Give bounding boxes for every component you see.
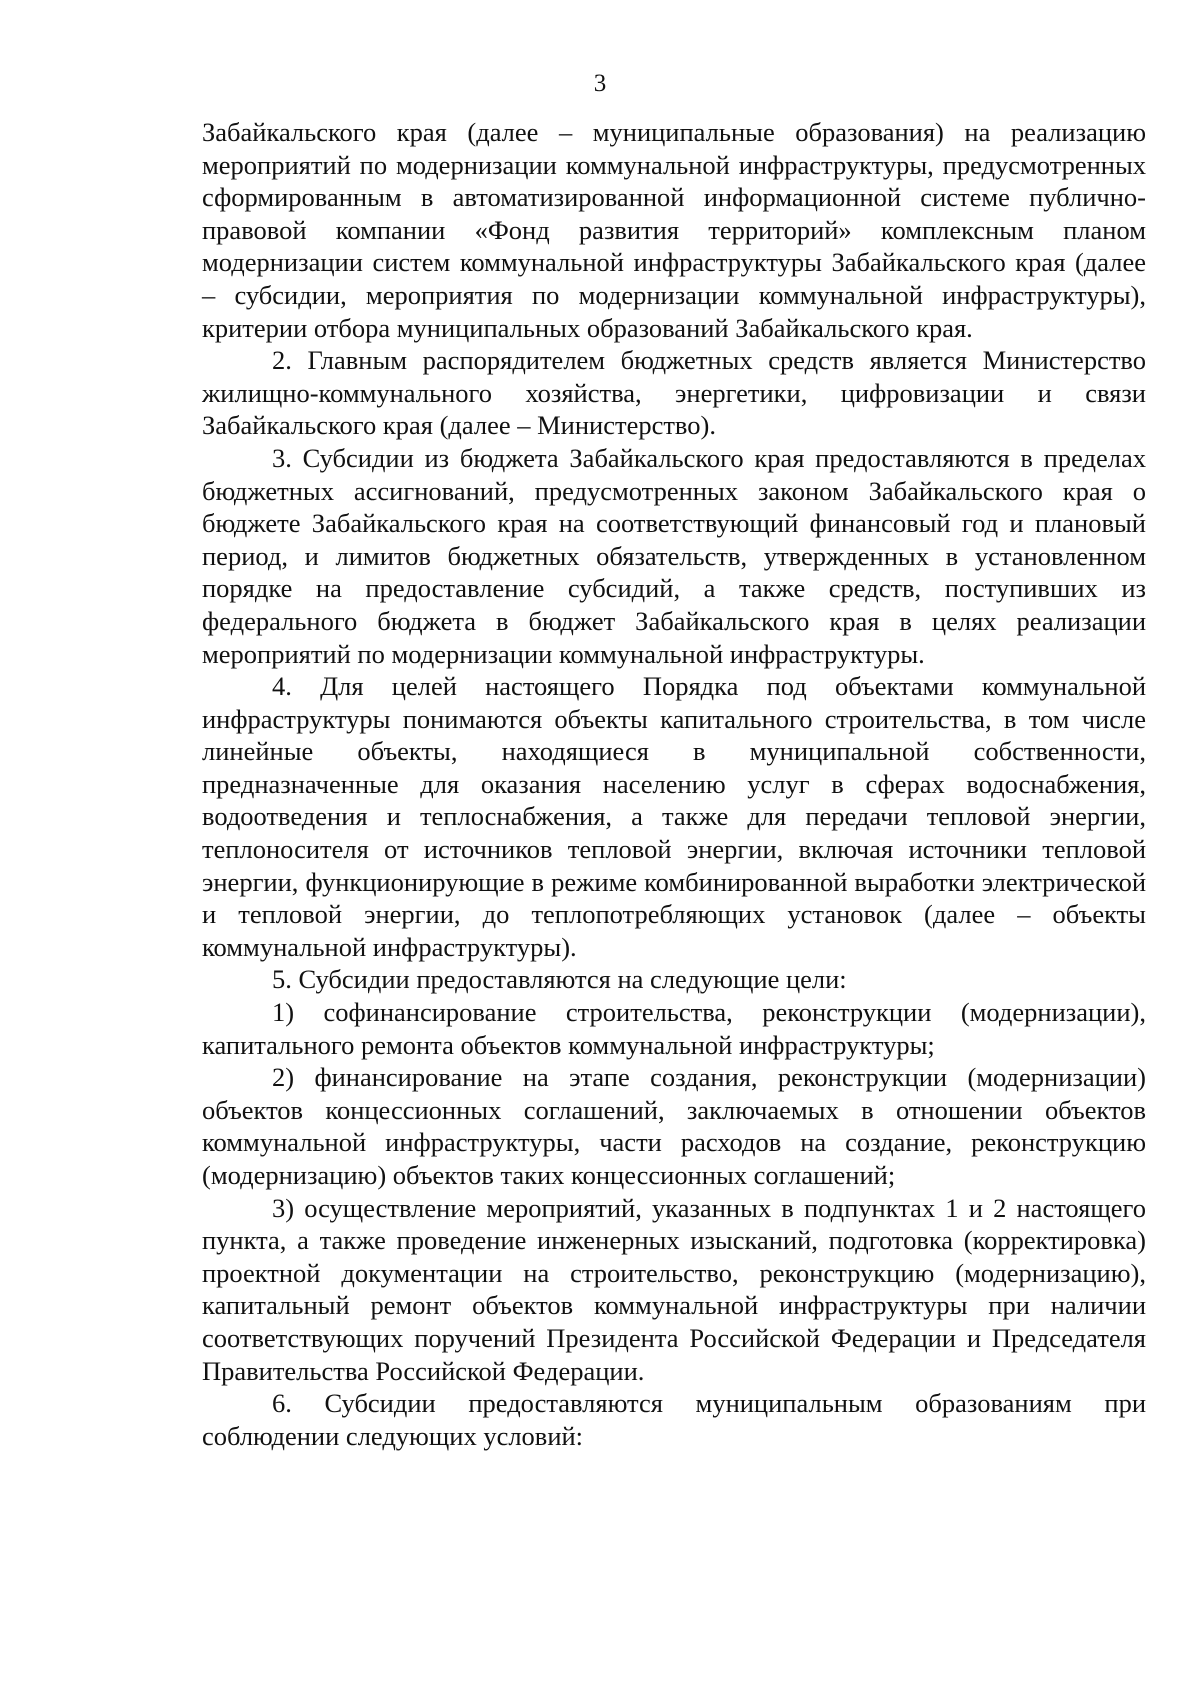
paragraph-5-purposes: 5. Субсидии предоставляются на следующие цели: [272, 964, 847, 995]
document-body [202, 116, 1146, 1452]
subitem-5-2: 2) финансирование на этапе создания, реконструкции (модернизации) объектов концессионных соглашений, заключаемых в отношении объектов коммунальной инфраструктуры, части расходов на создание, реконструкцию (модернизацию) объектов таких концессионных соглашений; [202, 1062, 1146, 1190]
paragraph-3-budget-limits: 3. Субсидии из бюджета Забайкальского края предоставляются в пределах бюджетных ассигнований, предусмотренных законом Забайкальского края о бюджете Забайкальского края на соответствующий финансовый год и плановый период, и лимитов бюджетных обязательств, утвержденных в установленном порядке на предоставление субсидий, а также средств, поступивших из федерального бюджета в бюджет Забайкальского края в целях реализации мероприятий по модернизации коммунальной инфраструктуры. [202, 442, 1146, 669]
paragraph-4-definitions: 4. Для целей настоящего Порядка под объектами коммунальной инфраструктуры понимаются объекты капитального строительства, в том числе линейные объекты, находящиеся в муниципальной собственности, предназначенные для оказания населению услуг в сферах водоснабжения, водоотведения и теплоснабжения, а также для передачи тепловой энергии, теплоносителя от источников тепловой энергии, включая источники тепловой энергии, функционирующие в режиме комбинированной выработки электрической и тепловой энергии, до теплопотребляющих установок (далее – объекты коммунальной инфраструктуры). [202, 671, 1146, 962]
page-number: 3 [593, 70, 607, 97]
paragraph-2-main-manager: 2. Главным распорядителем бюджетных средств является Министерство жилищно-коммунального хозяйства, энергетики, цифровизации и связи Забайкальского края (далее – Министерство). [202, 345, 1146, 441]
paragraph-6-conditions: 6. Субсидии предоставляются муниципальным образованиям при соблюдении следующих условий: [202, 1388, 1146, 1451]
subitem-5-1: 1) софинансирование строительства, реконструкции (модернизации), капитального ремонта объектов коммунальной инфраструктуры; [202, 997, 1146, 1060]
subitem-5-3: 3) осуществление мероприятий, указанных в подпунктах 1 и 2 настоящего пункта, а также проведение инженерных изысканий, подготовка (корректировка) проектной документации на строительство, реконструкцию (модернизацию), капитальный ремонт объектов коммунальной инфраструктуры при наличии соответствующих поручений Президента Российской Федерации и Председателя Правительства Российской Федерации. [202, 1192, 1146, 1386]
paragraph-intro-continuation: Забайкальского края (далее – муниципальные образования) на реализацию мероприятий по модернизации коммунальной инфраструктуры, предусмотренных сформированным в автоматизированной информационной системе публично-правовой компании «Фонд развития территорий» комплексным планом модернизации систем коммунальной инфраструктуры Забайкальского края (далее – субсидии, мероприятия по модернизации коммунальной инфраструктуры), критерии отбора муниципальных образований Забайкальского края. [202, 117, 1146, 343]
